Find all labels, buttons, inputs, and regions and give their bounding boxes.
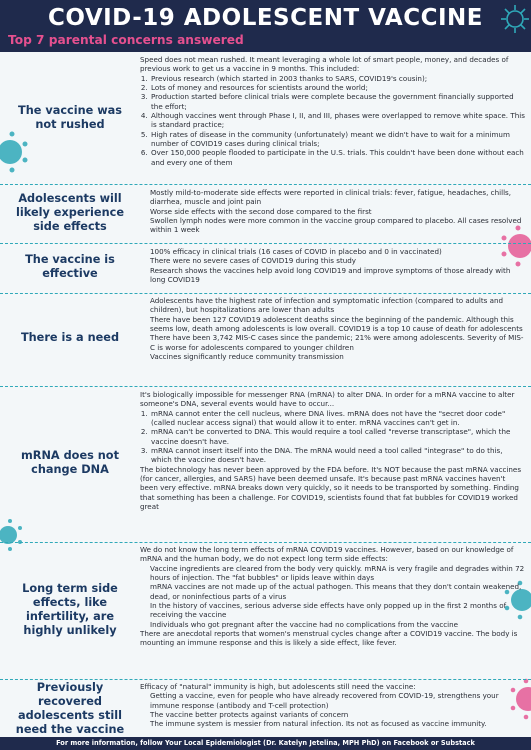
list-item: 6. Over 150,000 people flooded to participate in the U.S. trials. This couldn't have been done without each and every one of them [150, 148, 525, 167]
list-item: 1. Previous research (which started in 2003 thanks to SARS, COVID19's cousin); [150, 74, 525, 83]
list-item: • Adolescents have the highest rate of infection and symptomatic infection (compared to adults and children), but hospitalizations are lower than adults [149, 296, 525, 315]
list-item: • Swollen lymph nodes were more common in the vaccine group compared to placebo. All cases resolved within 1 week [149, 216, 525, 235]
section-divider [0, 243, 531, 244]
virus-icon [500, 4, 530, 34]
section-outro: There are anecdotal reports that women's menstrual cycles change after a COVID19 vaccine. The body is mounting an immune response and this is likely a side effect, like fever. [140, 629, 518, 648]
list-item: • The vaccine better protects against variants of concern [149, 710, 525, 719]
list-item: • 100% efficacy in clinical trials (16 cases of COVID in placebo and 0 in vaccinated) [149, 247, 525, 256]
page-title: COVID-19 ADOLESCENT VACCINE [48, 5, 483, 31]
bullet-list [149, 296, 525, 361]
list-item: • mRNA vaccines are not made up of the actual pathogen. This means that they don't contain weakened, dead, or noninfectious parts of a virus [149, 582, 525, 601]
section-body-long-term [140, 545, 525, 677]
section-label-side-effects: Adolescents will likely experience side effects [16, 192, 124, 233]
list-item: 1. mRNA cannot enter the cell nucleus, where DNA lives. mRNA does not have the "secret door code" (called nuclear access signal) that would allow it to enter. mRNA vaccines can't get in. [150, 409, 525, 428]
section-intro: Speed does not mean rushed. It meant leveraging a whole lot of smart people, money, and decades of previous work to get us a vaccine in 9 months. This included: [140, 55, 509, 74]
list-item: • Getting a vaccine, even for people who have already recovered from COVID-19, strengthens your immune response (antibody and T-cell protection) [149, 691, 525, 710]
bullet-list [149, 564, 525, 629]
list-item: • The immune system is messier from natural infection. Its not as focused as vaccine immunity. [149, 719, 525, 728]
section-divider [0, 542, 531, 543]
list-item: 2. Lots of money and resources for scientists around the world; [150, 83, 525, 92]
bullet-list [149, 247, 525, 284]
section-intro: It's biologically impossible for messenger RNA (mRNA) to alter DNA. In order for a mRNA vaccine to alter someone's DNA, several events would have to occur... [140, 390, 515, 409]
list-item: • Vaccines significantly reduce community transmission [149, 352, 525, 361]
section-label-not-rushed: The vaccine was not rushed [17, 104, 123, 131]
section-label-mrna-dna: mRNA does not change DNA [21, 449, 119, 476]
section-body-mrna-dna [140, 390, 525, 540]
bullet-list [149, 188, 525, 235]
section-body-not-rushed [140, 55, 525, 183]
section-body-effective [140, 247, 525, 291]
list-item: • There have been 3,742 MIS-C cases since the pandemic; 21% were among adolescents. Severity of MIS-C is worse for adolescents compared to younger children [149, 333, 525, 352]
section-body-need [140, 296, 525, 384]
page-subtitle: Top 7 parental concerns answered [8, 33, 244, 47]
section-intro: Efficacy of "natural" immunity is high, but adolescents still need the vaccine: [140, 682, 416, 691]
section-label-need: There is a need [20, 331, 120, 344]
section-label-long-term: Long term side effects, like infertility, are highly unlikely [22, 582, 118, 637]
list-item: • Vaccine ingredients are cleared from the body very quickly. mRNA is very fragile and degrades within 72 hours of injection. The "fat bubbles" or lipids leave within days [149, 564, 525, 583]
numbered-list [150, 409, 525, 465]
list-item: • In the history of vaccines, serious adverse side effects have only popped up in the first 2 months of receiving the vaccine [149, 601, 525, 620]
list-item: • Research shows the vaccines help avoid long COVID19 and improve symptoms of those already with long COVID19 [149, 266, 525, 285]
section-outro: The biotechnology has never been approved by the FDA before. It's NOT because the past mRNA vaccines (for cancer, allergies, and SARS) have been deemed unsafe. It's because past mRNA vaccines haven't been very effective. mRNA breaks down very quickly, so it needs to be transported by something. Finding that something has been a challenge. For COVID19, scientists found that fat bubbles for COVID19 worked great [140, 464, 522, 512]
list-item: 3. mRNA cannot insert itself into the DNA. The mRNA would need a tool called "integrase" to do this, which the vaccine doesn't have. [150, 446, 525, 465]
footer-note: For more information, follow Your Local Epidemiologist (Dr. Katelyn Jetelina, MPH PhD) on Facebook or Substack [0, 737, 531, 750]
section-divider [0, 679, 531, 680]
list-item: • Worse side effects with the second dose compared to the first [149, 207, 525, 216]
list-item: 5. High rates of disease in the community (unfortunately) meant we didn't have to wait for a minimum number of COVID19 cases during clinical trials; [150, 130, 525, 149]
numbered-list [150, 74, 525, 167]
section-divider [0, 184, 531, 185]
list-item: • There were no severe cases of COVID19 during this study [149, 256, 525, 265]
section-divider [0, 386, 531, 387]
section-body-side-effects [140, 188, 525, 240]
section-body-recovered [140, 682, 525, 737]
list-item: • Mostly mild-to-moderate side effects were reported in clinical trials: fever, fatigue, headaches, chills, diarrhea, muscle and joint pain [149, 188, 525, 207]
list-item: • Individuals who got pregnant after the vaccine had no complications from the vaccine [149, 620, 525, 629]
section-intro: We do not know the long term effects of mRNA COVID19 vaccines. However, based on our knowledge of mRNA and the human body, we do not expect long term side effects: [140, 545, 514, 564]
list-item: 2. mRNA can't be converted to DNA. This would require a tool called "reverse transcriptase", which the vaccine doesn't have. [150, 427, 525, 446]
section-divider [0, 293, 531, 294]
list-item: 3. Production started before clinical trials were complete because the government financially supported the effort; [150, 92, 525, 111]
section-label-effective: The vaccine is effective [25, 253, 115, 280]
section-label-recovered: Previously recovered adolescents still need the vaccine [15, 681, 125, 736]
bullet-list [149, 691, 525, 728]
list-item: • There have been 127 COVID19 adolescent deaths since the beginning of the pandemic. Although this seems low, death among adolescents is low overall. COVID19 is a top 10 cause of death for adolescents [149, 315, 525, 334]
list-item: 4. Although vaccines went through Phase I, II, and III, phases were overlapped to remove white space. This is standard practice; [150, 111, 525, 130]
